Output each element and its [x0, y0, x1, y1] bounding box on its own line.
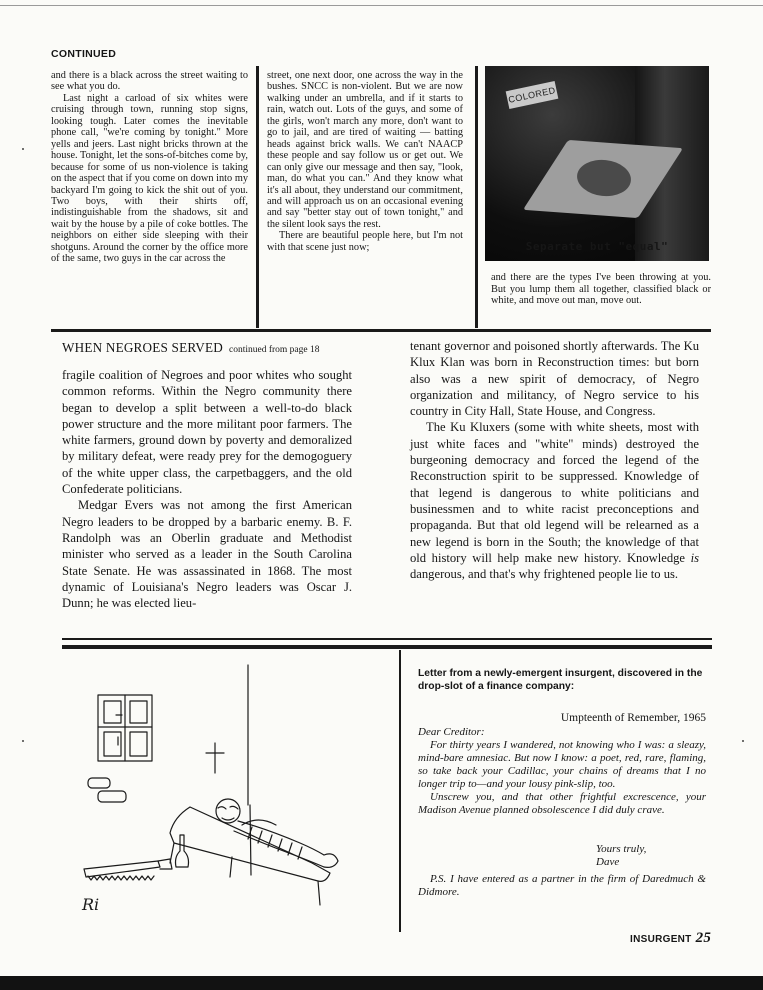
letter-salutation: Dear Creditor: [418, 726, 485, 738]
crucifix-icon [206, 743, 224, 773]
bottle-drawing [176, 835, 189, 867]
margin-speck [742, 740, 744, 742]
letter-paragraph: For thirty years I wandered, not knowing who I was: a sleazy, mind-bare amnesiac. But now I know: a poet, red, rare, flaming, so take back your Cadillac, your chains of dreams that I no longer trip to—and your lousy pink-slip, too. [418, 739, 706, 790]
continued-from-note: continued from page 18 [229, 345, 320, 355]
margin-speck [22, 740, 24, 742]
wall-sockets [88, 778, 126, 802]
column-2-paragraph: street, one next door, one across the way in the bushes. SNCC is non-violent. But we are now walking under an umbrella, and if it starts to rain, watch out. Lots of the guys, and some of the girls, won't march any more, don't want to go to jail, and are tired of waiting — batting heads against brick walls. We can't NAACP these people and say follow us or get out. We can only give our message and then say, "look, man, do what you can." And they know what it's all about, they understand our commitment, and will approach us on an occasional evening and say "better stay out of town tonight," and the silent look says the rest. [267, 70, 463, 230]
window-drawing [98, 695, 152, 761]
article-title: WHEN NEGROES SERVED [62, 340, 223, 355]
letter-signoff [418, 843, 706, 869]
column-divider [256, 66, 259, 328]
section-divider-thick [62, 645, 712, 649]
article-paragraph: tenant governor and poisoned shortly afterwards. The Ku Klux Klan was born in Reconstruction times: but born also was a new spirit of democracy, of Negro organization and militancy, of Negro service to his country in City Hall, State House, and Congress. [410, 339, 699, 419]
letter-body [418, 726, 706, 817]
column-2 [267, 70, 463, 253]
cartoon-signature: Ri [82, 895, 100, 914]
article-paragraph: Medgar Evers was not among the first American Negro leaders to be dropped by a barbaric enemy. B. F. Randolph was an Oberlin graduate and Methodist minister who served as a leader in the South Carolina State Senate. He was assassinated in 1868. The most dynamic of Louisiana's Negro leaders was Oscar J. Dunn; he was elected lieu- [62, 498, 352, 611]
letter-signature: Dave [596, 856, 620, 868]
saw-drawing [84, 859, 172, 880]
article-column-left [62, 367, 352, 611]
section-divider [51, 329, 711, 332]
page-footer [630, 930, 711, 947]
column-1-paragraph: Last night a carload of six whites were cruising through town, running stop signs, looking tough. Later comes the inevitable phone call, "we're coming by tonight." More yells and jeers. Last night bricks thrown at the house. Tonight, let the sons-of-bitches come by, because for some of us non-violence is taking on the aspect that if you come on down into my backyard I'm going to kick the shit out of you. Two boys, with their shirts off, indistinguishable from the shadows, sit and wait by the house by a pile of coke bottles. The neighbors on either side sleeping with their shotguns. Around the corner by the office more of the same, two guys in the car across the [51, 92, 248, 265]
column-divider [475, 66, 478, 328]
article-paragraph [410, 419, 699, 582]
article-text: dangerous, and that's why frightened people lie to us. [410, 567, 679, 582]
letter-paragraph: Unscrew you, and that other frightful excrescence, your Madison Avenue planned obsolescence I did duly crave. [418, 791, 706, 816]
column-3-text: and there are the types I've been throwing at you. But you lump them all together, classified black or white, and move out man, move out. [491, 272, 711, 306]
column-1-paragraph: and there is a black across the street waiting to see what you do. [51, 70, 248, 93]
article-emphasis: is [690, 550, 699, 565]
letter-postscript: P.S. I have entered as a partner in the firm of Daredmuch & Didmore. [418, 873, 706, 898]
photo-colored-fountain [485, 66, 709, 261]
article-heading [62, 340, 320, 356]
column-2-paragraph: There are beautiful people here, but I'm not with that scene just now; [267, 230, 463, 253]
section-divider [62, 638, 712, 640]
photo-caption: Separate but "equal" [525, 240, 669, 253]
wall-line [248, 665, 251, 875]
colored-sign: COLORED [506, 81, 559, 109]
article-column-right [410, 338, 699, 582]
letter-intro: Letter from a newly-emergent insurgent, discovered in the drop-slot of a finance company: [418, 668, 703, 692]
continued-header: CONTINUED [51, 48, 117, 60]
top-edge-line [0, 5, 763, 6]
article-text: The Ku Kluxers (some with white sheets, most with just white faces and "white" minds) destroyed the burgeoning democracy and forced the legend of the Reconstruction spirit to be suppressed. Knowledge of that legend is dangerous to white politicians and businessmen and to white racist preconceptions and propaganda. But that old legend will be relearned as a new legend is born in the South; the knowledge of that old history will help make new history. Knowledge [410, 420, 699, 565]
column-1 [51, 70, 248, 265]
article-paragraph: fragile coalition of Negroes and poor whites who sought common reforms. Within the Negro community there began to develop a split between a well-to-do black power structure and the more militant poor farmers. The white farmers, ground down by poverty and demoralized by military defeat, were ready prey for the demogoguery of the white upper class, the carpetbaggers, and the old Confederate politicians. [62, 368, 352, 497]
bottom-edge-bar [0, 976, 763, 990]
letter-closing: Yours truly, [596, 843, 647, 855]
margin-speck [22, 148, 24, 150]
page-number: 25 [695, 930, 712, 946]
letter-date: Umpteenth of Remember, 1965 [560, 712, 706, 724]
cartoon-illustration [62, 655, 392, 925]
couch-with-man [170, 799, 338, 905]
column-divider [399, 650, 401, 932]
magazine-name: INSURGENT [630, 934, 692, 945]
